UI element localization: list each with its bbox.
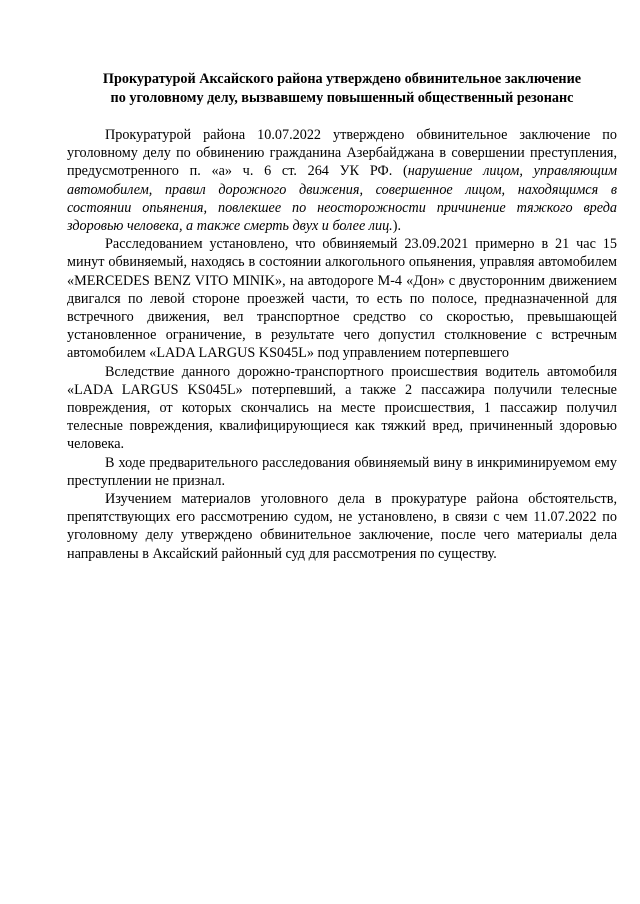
paragraph-5: Изучением материалов уголовного дела в прокуратуре района обстоятельств, препятствующих его рассмотрению судом, не установлено, в связи с чем 11.07.2022 по уголовному делу утверждено обвинительное заключение, после чего материалы дела направлены в Аксайский районный суд для рассмотрения по существу.	[67, 491, 617, 562]
title-line-2: по уголовному делу, вызвавшему повышенный общественный резонанс	[110, 90, 574, 106]
paragraph-4: В ходе предварительного расследования обвиняемый вину в инкриминируемом ему преступлении не признал.	[67, 454, 617, 489]
paragraph-1-italic: нарушение лицом, управляющим автомобилем, правил дорожного движения, совершенное лицом, находящимся в состоянии опьянения, повлекшее по неосторожности причинение тяжкого вреда здоровью человека, а также смерть двух и более лиц.	[67, 163, 618, 235]
paragraph-2: Расследованием установлено, что обвиняемый 23.09.2021 примерно в 21 час 15 минут обвиняемый, находясь в состоянии алкогольного опьянения, управляя автомобилем «MERCEDES BENZ VITO MINIK», на автодороге М-4 «Дон» с двусторонним движением двигался по левой стороне проезжей части, то есть по полосе, предназначенной для встречного движения, вел транспортное средство со скоростью, превышающей установленное ограничение, в результате чего допустил столкновение с встречным автомобилем «LADA LARGUS KS045L» под управлением потерпевшего	[67, 236, 617, 362]
paragraph-1-text: Прокуратурой района 10.07.2022 утверждено обвинительное заключение по уголовному делу по обвинению гражданина Азербайджана в совершении преступления, предусмотренного п. «а» ч. 6 ст. 264 УК РФ. (	[67, 127, 617, 180]
paragraph-1	[67, 126, 617, 235]
paragraph-1-end: ).	[392, 218, 402, 235]
title-line-1: Прокуратурой Аксайского района утверждено обвинительное заключение	[102, 71, 582, 87]
document-title	[67, 70, 617, 108]
paragraph-3: Вследствие данного дорожно-транспортного происшествия водитель автомобиля «LADA LARGUS KS045L» потерпевший, а также 2 пассажира получили телесные повреждения, от которых скончались на месте происшествия, 1 пассажир получил телесные повреждения, квалифицирующиеся как тяжкий вред, причиненный здоровью человека.	[67, 363, 617, 453]
document-page	[67, 70, 617, 563]
